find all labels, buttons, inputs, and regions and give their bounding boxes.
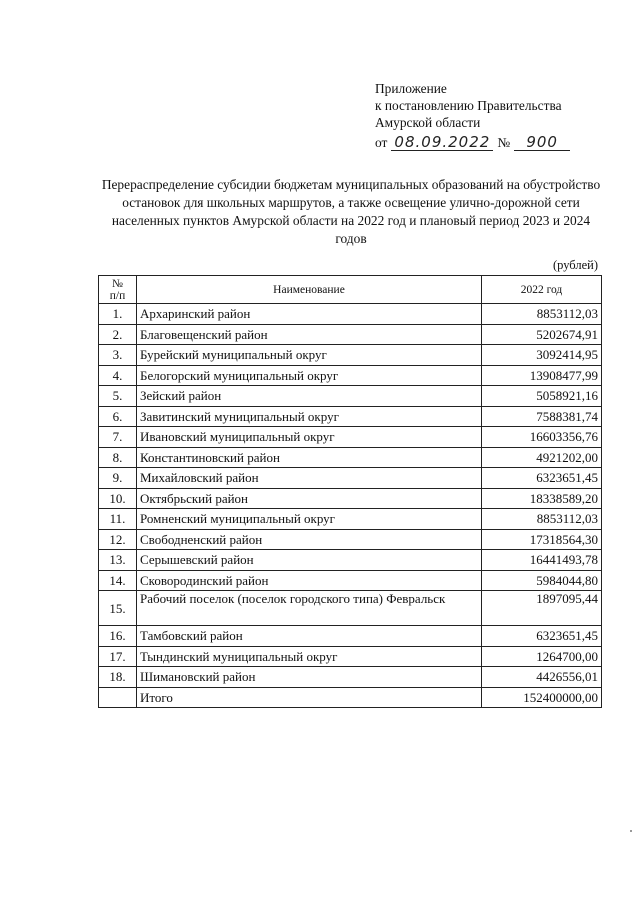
row-number: 16. bbox=[99, 626, 137, 647]
row-value: 16441493,78 bbox=[482, 550, 602, 571]
row-value: 16603356,76 bbox=[482, 427, 602, 448]
row-number: 1. bbox=[99, 304, 137, 325]
row-value: 5058921,16 bbox=[482, 386, 602, 407]
row-value: 17318564,30 bbox=[482, 529, 602, 550]
row-name: Октябрьский район bbox=[137, 488, 482, 509]
table-row bbox=[99, 509, 602, 530]
table-row bbox=[99, 550, 602, 571]
handwritten-date: 08.09.2022 bbox=[391, 134, 493, 151]
row-name: Свободненский район bbox=[137, 529, 482, 550]
table-row bbox=[99, 591, 602, 626]
appendix-header bbox=[375, 80, 570, 151]
row-number: 18. bbox=[99, 667, 137, 688]
table-row bbox=[99, 304, 602, 325]
row-name: Итого bbox=[137, 687, 482, 708]
row-value: 6323651,45 bbox=[482, 468, 602, 489]
table-row bbox=[99, 365, 602, 386]
row-value: 3092414,95 bbox=[482, 345, 602, 366]
header-number: № п/п bbox=[99, 276, 137, 304]
table-row bbox=[99, 447, 602, 468]
row-name: Бурейский муниципальный округ bbox=[137, 345, 482, 366]
row-value: 18338589,20 bbox=[482, 488, 602, 509]
row-number: 2. bbox=[99, 324, 137, 345]
row-name: Рабочий поселок (поселок городского типа) Февральск bbox=[137, 591, 482, 626]
table-row bbox=[99, 386, 602, 407]
row-number: 7. bbox=[99, 427, 137, 448]
row-name: Шимановский район bbox=[137, 667, 482, 688]
row-name: Тындинский муниципальный округ bbox=[137, 646, 482, 667]
row-value: 5202674,91 bbox=[482, 324, 602, 345]
table-row bbox=[99, 468, 602, 489]
table-row bbox=[99, 406, 602, 427]
row-name: Ивановский муниципальный округ bbox=[137, 427, 482, 448]
row-name: Сковородинский район bbox=[137, 570, 482, 591]
row-number: 3. bbox=[99, 345, 137, 366]
row-name: Константиновский район bbox=[137, 447, 482, 468]
row-name: Михайловский район bbox=[137, 468, 482, 489]
row-name: Архаринский район bbox=[137, 304, 482, 325]
row-value: 1897095,44 bbox=[482, 591, 602, 626]
row-name: Благовещенский район bbox=[137, 324, 482, 345]
table-row bbox=[99, 488, 602, 509]
row-number: 15. bbox=[99, 591, 137, 626]
row-value: 6323651,45 bbox=[482, 626, 602, 647]
table-row bbox=[99, 345, 602, 366]
row-value: 4921202,00 bbox=[482, 447, 602, 468]
scan-speck bbox=[630, 830, 632, 832]
table-row bbox=[99, 427, 602, 448]
appendix-region: Амурской области bbox=[375, 115, 481, 130]
total-row bbox=[99, 687, 602, 708]
table-row bbox=[99, 646, 602, 667]
row-name: Тамбовский район bbox=[137, 626, 482, 647]
row-name: Ромненский муниципальный округ bbox=[137, 509, 482, 530]
table-row bbox=[99, 570, 602, 591]
row-number: 5. bbox=[99, 386, 137, 407]
header-year: 2022 год bbox=[482, 276, 602, 304]
row-number bbox=[99, 687, 137, 708]
row-value: 5984044,80 bbox=[482, 570, 602, 591]
row-number: 9. bbox=[99, 468, 137, 489]
row-number: 13. bbox=[99, 550, 137, 571]
row-value: 7588381,74 bbox=[482, 406, 602, 427]
row-name: Серышевский район bbox=[137, 550, 482, 571]
row-number: 14. bbox=[99, 570, 137, 591]
row-number: 17. bbox=[99, 646, 137, 667]
row-name: Завитинский муниципальный округ bbox=[137, 406, 482, 427]
appendix-label: Приложение bbox=[375, 81, 447, 96]
row-number: 4. bbox=[99, 365, 137, 386]
row-value: 8853112,03 bbox=[482, 304, 602, 325]
row-name: Зейский район bbox=[137, 386, 482, 407]
from-label: от bbox=[375, 135, 388, 150]
header-name: Наименование bbox=[137, 276, 482, 304]
row-number: 8. bbox=[99, 447, 137, 468]
table-row bbox=[99, 529, 602, 550]
units-label: (рублей) bbox=[552, 258, 598, 272]
appendix-date-line bbox=[375, 131, 570, 151]
row-value: 1264700,00 bbox=[482, 646, 602, 667]
row-value: 13908477,99 bbox=[482, 365, 602, 386]
row-number: 12. bbox=[99, 529, 137, 550]
table-row bbox=[99, 667, 602, 688]
row-number: 10. bbox=[99, 488, 137, 509]
table-row bbox=[99, 626, 602, 647]
number-label: № bbox=[497, 135, 511, 150]
appendix-resolution: к постановлению Правительства bbox=[375, 98, 562, 113]
row-name: Белогорский муниципальный округ bbox=[137, 365, 482, 386]
row-number: 6. bbox=[99, 406, 137, 427]
row-value: 152400000,00 bbox=[482, 687, 602, 708]
row-value: 4426556,01 bbox=[482, 667, 602, 688]
handwritten-number: 900 bbox=[514, 134, 570, 151]
row-value: 8853112,03 bbox=[482, 509, 602, 530]
row-number: 11. bbox=[99, 509, 137, 530]
subsidy-table bbox=[98, 275, 602, 708]
table-row bbox=[99, 324, 602, 345]
document-title: Перераспределение субсидии бюджетам муниципальных образований на обустройство остановок для школьных маршрутов, а также освещение улично-дорожной сети населенных пунктов Амурской области на 2022 год и плановый период 2023 и 2024 годов bbox=[101, 177, 601, 246]
table-header-row bbox=[99, 276, 602, 304]
